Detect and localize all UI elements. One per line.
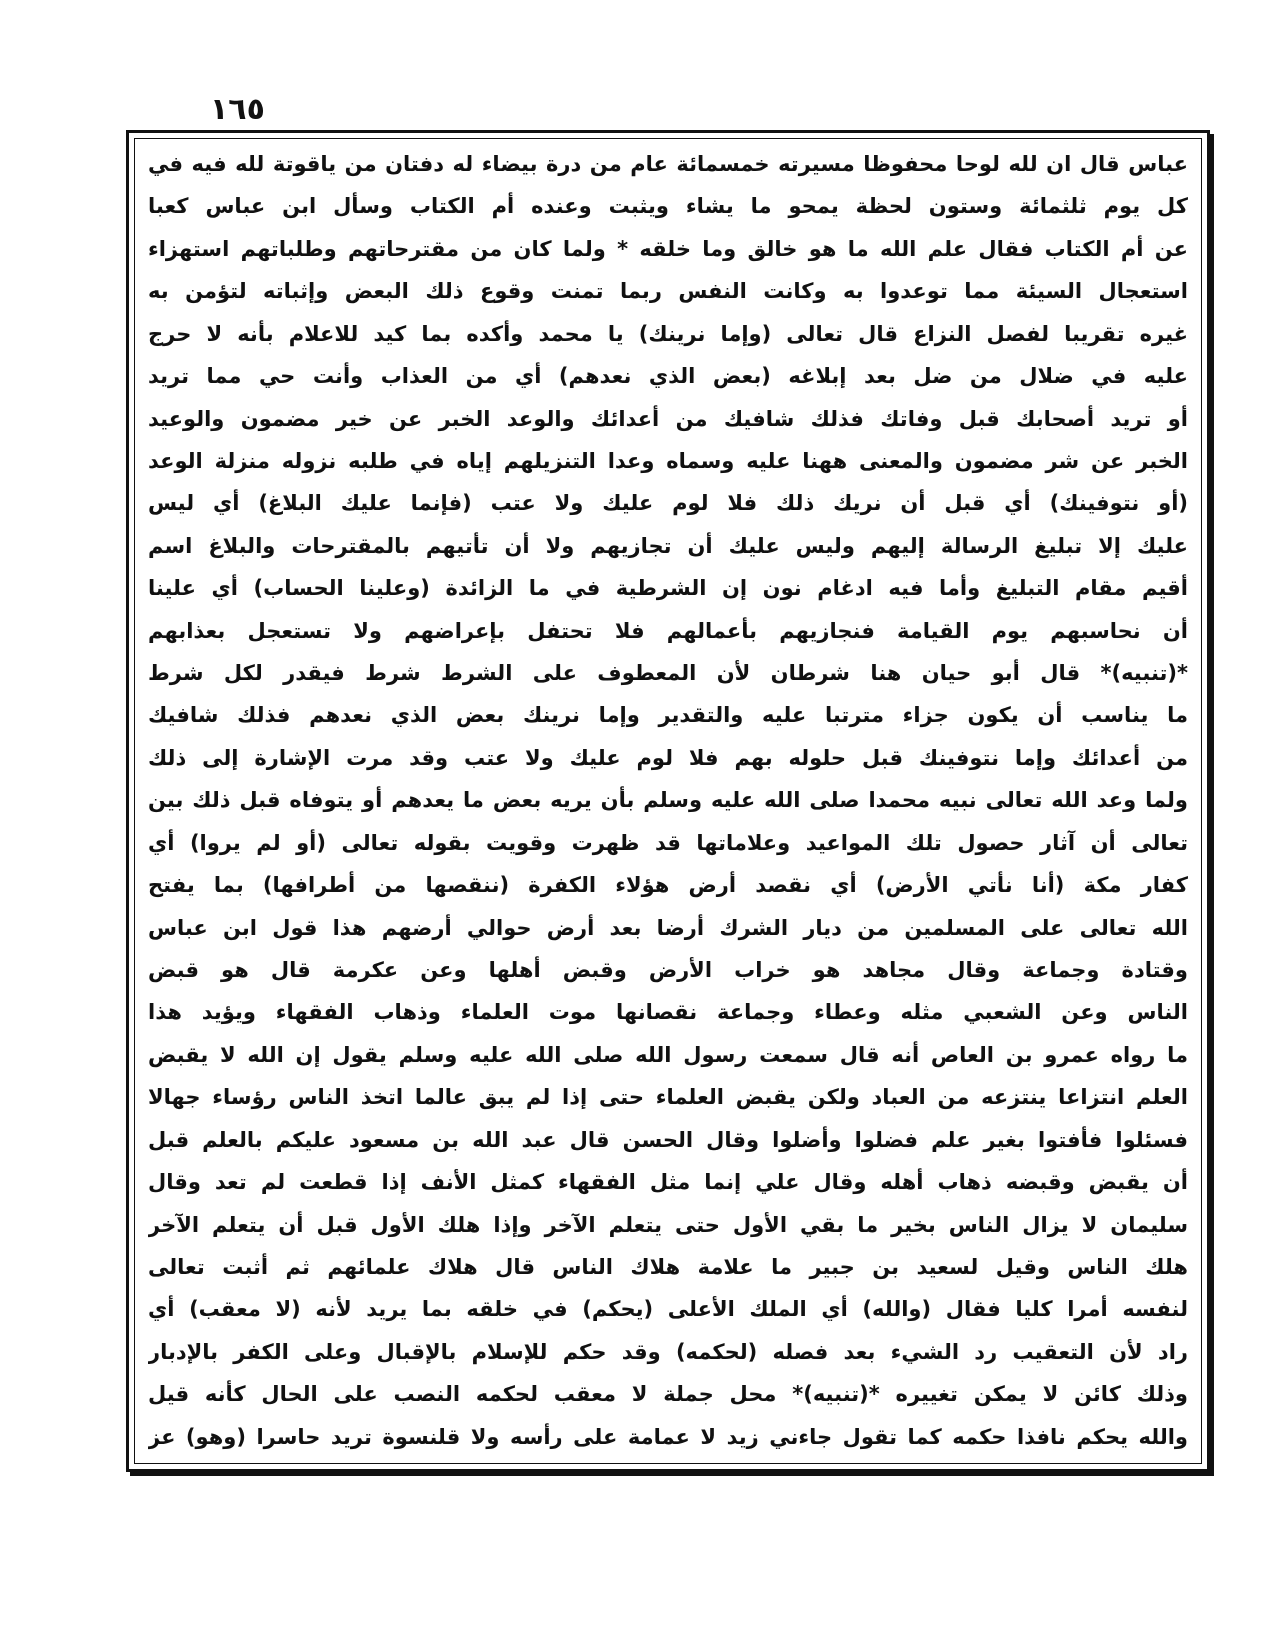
text-line: من أعدائك وإما نتوفينك قبل حلوله بهم فلا لوم عليك ولا عتب وقد مرت الإشارة إلى ذلك bbox=[148, 745, 1188, 770]
text-line: الله تعالى على المسلمين من ديار الشرك أرضا بعد أرض حوالي أرضهم هذا قول ابن عباس bbox=[148, 915, 1188, 940]
text-line: كفار مكة (أنا نأتي الأرض) أي نقصد أرض هؤلاء الكفرة (ننقصها من أطرافها) بما يفتح bbox=[148, 873, 1188, 898]
text-line: *(تنبيه)* قال أبو حيان هنا شرطان لأن المعطوف على الشرط شرط فيقدر لكل شرط bbox=[148, 661, 1188, 686]
text-line: أن يقبض وقبضه ذهاب أهله وقال علي إنما مثل الفقهاء كمثل الأنف إذا قطعت لم تعد وقال bbox=[148, 1170, 1188, 1195]
text-line: سليمان لا يزال الناس بخير ما بقي الأول حتى يتعلم الآخر وإذا هلك الأول قبل أن يتعلم الآخر bbox=[148, 1212, 1188, 1237]
text-line: ولما وعد الله تعالى نبيه محمدا صلى الله عليه وسلم بأن يريه بعض ما يعدهم أو يتوفاه قبل ذلك بين bbox=[148, 788, 1188, 813]
text-line: وقتادة وجماعة وقال مجاهد هو خراب الأرض وقبض أهلها وعن عكرمة قال هو قبض bbox=[148, 958, 1188, 983]
text-line: ما يناسب أن يكون جزاء مترتبا عليه والتقدير وإما نرينك بعض الذي نعدهم فذلك شافيك bbox=[148, 703, 1188, 728]
text-line: استعجال السيئة مما توعدوا به وكانت النفس ربما تمنت وقوع ذلك البعض وإثباته لتؤمن به bbox=[148, 279, 1188, 304]
text-line: والله يحكم نافذا حكمه كما تقول جاءني زيد لا عمامة على رأسه ولا قلنسوة تريد حاسرا (وهو) عز bbox=[148, 1424, 1188, 1449]
text-line: العلم انتزاعا ينتزعه من العباد ولكن يقبض العلماء حتى إذا لم يبق عالما اتخذ الناس رؤساء جهالا bbox=[148, 1085, 1188, 1110]
text-line: عن أم الكتاب فقال علم الله ما هو خالق وما خلقه * ولما كان من مقترحاتهم وطلباتهم استهزاء bbox=[148, 236, 1188, 261]
text-line: (أو نتوفينك) أي قبل أن نريك ذلك فلا لوم عليك ولا عتب (فإنما عليك البلاغ) أي ليس bbox=[148, 491, 1188, 516]
text-line: عليه في ضلال من ضل بعد إبلاغه (بعض الذي نعدهم) أي من العذاب وأنت حي مما تريد bbox=[148, 364, 1188, 389]
text-line: أو تريد أصحابك قبل وفاتك فذلك شافيك من أعدائك والوعد الخبر عن خير مضمون والوعيد bbox=[148, 406, 1188, 431]
text-line: الناس وعن الشعبي مثله وعطاء وجماعة نقصانها موت العلماء وذهاب الفقهاء ويؤيد هذا bbox=[148, 1000, 1188, 1025]
text-line: الخبر عن شر مضمون والمعنى ههنا عليه وسماه وعدا التنزيلهم إياه في طلبه نزوله منزلة الوعد bbox=[148, 448, 1188, 473]
text-line: ما رواه عمرو بن العاص أنه قال سمعت رسول الله صلى الله عليه وسلم يقول إن الله لا يقبض bbox=[148, 1042, 1188, 1067]
text-line: وذلك كائن لا يمكن تغييره *(تنبيه)* محل جملة لا معقب لحكمه النصب على الحال كأنه قيل bbox=[148, 1382, 1188, 1407]
text-line: كل يوم ثلثمائة وستون لحظة يمحو ما يشاء ويثبت وعنده أم الكتاب وسأل ابن عباس كعبا bbox=[148, 194, 1188, 219]
text-line: راد لأن التعقيب رد الشيء بعد فصله (لحكمه) وقد حكم للإسلام بالإقبال وعلى الكفر بالإدبار bbox=[148, 1339, 1188, 1364]
text-line: عباس قال ان لله لوحا محفوظا مسيرته خمسمائة عام من درة بيضاء له دفتان من ياقوتة لله فيه في bbox=[148, 152, 1188, 176]
main-text-block bbox=[148, 146, 1188, 1456]
text-line: عليك إلا تبليغ الرسالة إليهم وليس عليك أن تجازيهم ولا أن تأتيهم بالمقترحات والبلاغ اسم bbox=[148, 533, 1188, 558]
text-line: أقيم مقام التبليغ وأما فيه ادغام نون إن الشرطية في ما الزائدة (وعلينا الحساب) أي علينا bbox=[148, 576, 1188, 601]
text-line: هلك الناس وقيل لسعيد بن جبير ما علامة هلاك الناس قال هلاك علمائهم ثم أثبت تعالى bbox=[148, 1254, 1188, 1279]
text-line: تعالى أن آثار حصول تلك المواعيد وعلاماتها قد ظهرت وقويت بقوله تعالى (أو لم يروا) أي bbox=[148, 830, 1188, 855]
page-number: ١٦٥ bbox=[210, 92, 265, 127]
text-line: أن نحاسبهم يوم القيامة فنجازيهم بأعمالهم فلا تحتفل بإعراضهم ولا تستعجل بعذابهم bbox=[148, 618, 1188, 643]
text-line: فسئلوا فأفتوا بغير علم فضلوا وأضلوا وقال الحسن قال عبد الله بن مسعود عليكم بالعلم قبل bbox=[148, 1127, 1188, 1152]
text-line: غيره تقريبا لفصل النزاع قال تعالى (وإما نرينك) يا محمد وأكده بما كيد للاعلام بأنه لا حرج bbox=[148, 321, 1188, 346]
text-line: لنفسه أمرا كليا فقال (والله) أي الملك الأعلى (يحكم) في خلقه بما يريد لأنه (لا معقب) أي bbox=[148, 1297, 1188, 1322]
